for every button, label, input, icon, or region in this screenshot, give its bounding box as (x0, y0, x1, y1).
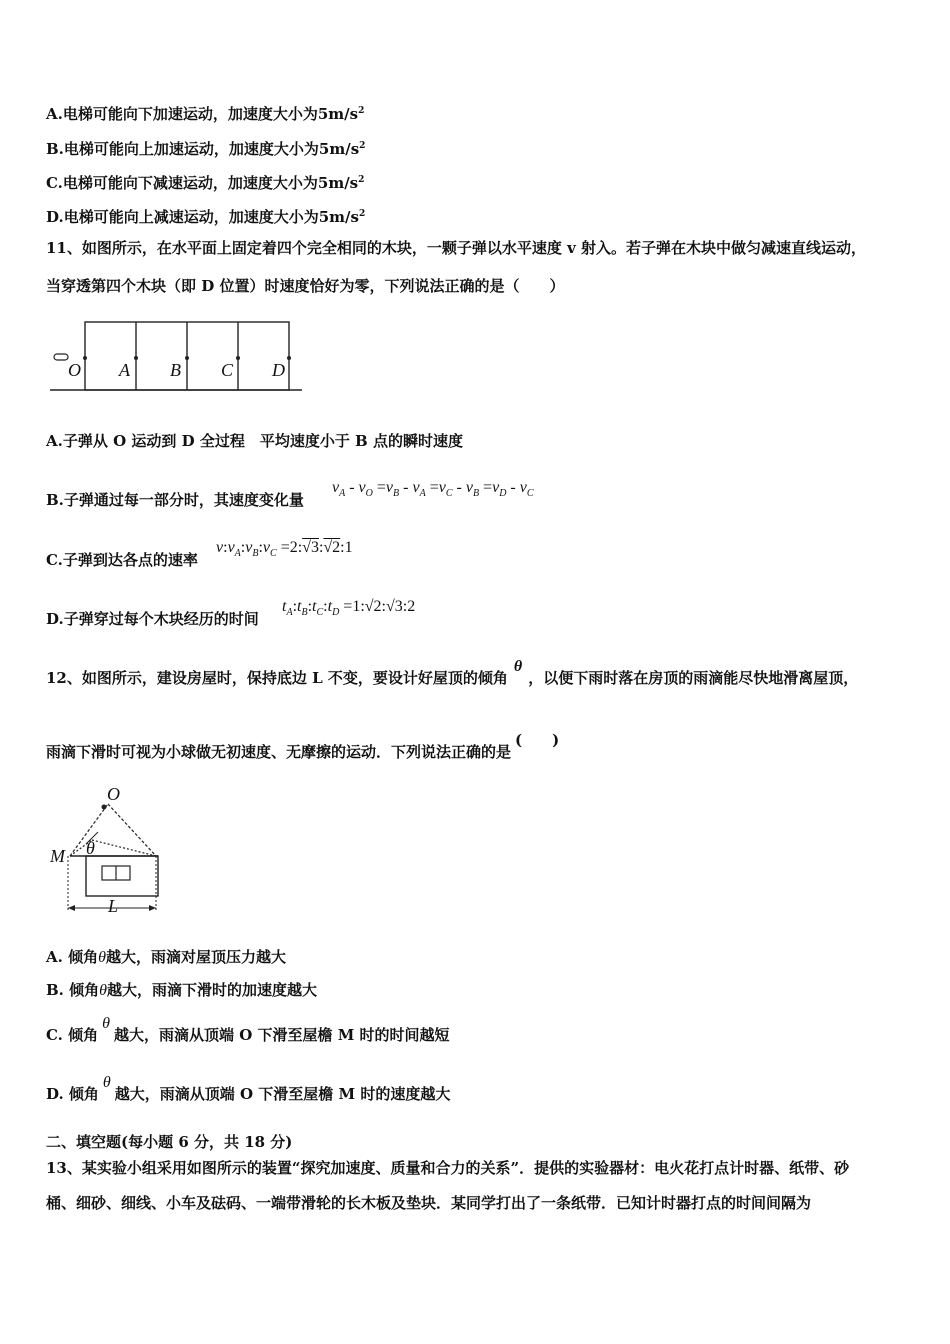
q10-option-c: C.电梯可能向下减速运动，加速度大小为$5m/s^2$ (46, 174, 365, 192)
q12-stem-line2: 雨滴下滑时可视为小球做无初速度、无摩擦的运动．下列说法正确的是( ) (46, 731, 560, 761)
q11-stem-line1: 11、如图所示，在水平面上固定着四个完全相同的木块，一颗子弹以水平速度 v 射入。若子弹在木块中做匀减速直线运动， (46, 239, 867, 257)
q10-option-a: A.电梯可能向下加速运动，加速度大小为$5m/s^2$ (46, 105, 365, 123)
q13-line1: 13、某实验小组采用如图所示的装置“探究加速度、质量和合力的关系”．提供的实验器材：电火花打点计时器、纸带、砂 (46, 1159, 850, 1177)
label-b: B (170, 360, 181, 380)
house-roof-figure (46, 784, 176, 918)
label-o: O (68, 360, 81, 380)
label-a: A (119, 360, 130, 380)
roof-right-dashed (108, 804, 156, 856)
label-d: D (272, 360, 285, 380)
q11-option-b-formula: $v_A - v_O =v_B - v_A =v_C - v_B =v_D - v_C$ (332, 479, 534, 500)
q12-option-d: D. 倾角θ越大，雨滴从顶端 O 下滑至屋檐 M 时的速度越大 (46, 1074, 451, 1103)
q11-stem-line2: 当穿透第四个木块（即 D 位置）时速度恰好为零，下列说法正确的是（ ） (46, 277, 565, 295)
q11-option-d-formula: $t_A:t_B:t_C:t_D$ =1:√2:√3:2 (282, 598, 416, 619)
label-o: O (107, 784, 120, 804)
theta-symbol: θ (513, 658, 523, 675)
drop-ball (102, 805, 107, 810)
q11-option-b: B.子弹通过每一部分时，其速度变化量 (46, 491, 304, 509)
q11-option-d: D.子弹穿过每个木块经历的时间 (46, 610, 259, 628)
point-c (236, 356, 240, 360)
q10-option-b: B.电梯可能向上加速运动，加速度大小为$5m/s^2$ (46, 140, 366, 158)
q13-line2: 桶、细砂、细线、小车及砝码、一端带滑轮的长木板及垫块．某同学打出了一条纸带．已知计时器打点的时间间隔为 (46, 1194, 812, 1212)
q10-option-d: D.电梯可能向上减速运动，加速度大小为$5m/s^2$ (46, 208, 366, 226)
label-c: C (221, 360, 234, 380)
point-b (185, 356, 189, 360)
q11-option-a: A.子弹从 O 运动到 D 全过程 平均速度小于 B 点的瞬时速度 (46, 432, 463, 450)
point-o (83, 356, 87, 360)
point-d (287, 356, 291, 360)
bullet-shape (54, 354, 68, 360)
section-heading: 二、填空题(每小题 6 分，共 18 分) (46, 1133, 293, 1151)
q12-option-b: B. 倾角θ越大，雨滴下滑时的加速度越大 (46, 981, 317, 999)
house-body (86, 856, 158, 896)
answer-paren: ( ) (515, 731, 560, 749)
wood-blocks-figure (46, 318, 306, 394)
q12-stem-line1: 12、如图所示，建设房屋时，保持底边 L 不变，要设计好屋顶的倾角θ，以便下雨时落在房顶的雨滴能尽快地滑离屋顶， (46, 658, 859, 687)
arrow-left-icon (68, 905, 75, 911)
q12-option-c: C. 倾角θ越大，雨滴从顶端 O 下滑至屋檐 M 时的时间越短 (46, 1015, 450, 1044)
arrow-right-icon (149, 905, 156, 911)
label-m: M (50, 846, 65, 866)
point-a (134, 356, 138, 360)
q11-option-c-formula: $v:v_A:v_B:v_C$ =2:√3:√2:1 (216, 539, 353, 560)
roof-right-lower (92, 840, 156, 856)
label-theta: θ (86, 838, 95, 858)
label-l: L (108, 896, 119, 916)
q12-option-a: A. 倾角θ越大，雨滴对屋顶压力越大 (46, 948, 286, 966)
q11-option-c: C.子弹到达各点的速率 (46, 551, 198, 569)
